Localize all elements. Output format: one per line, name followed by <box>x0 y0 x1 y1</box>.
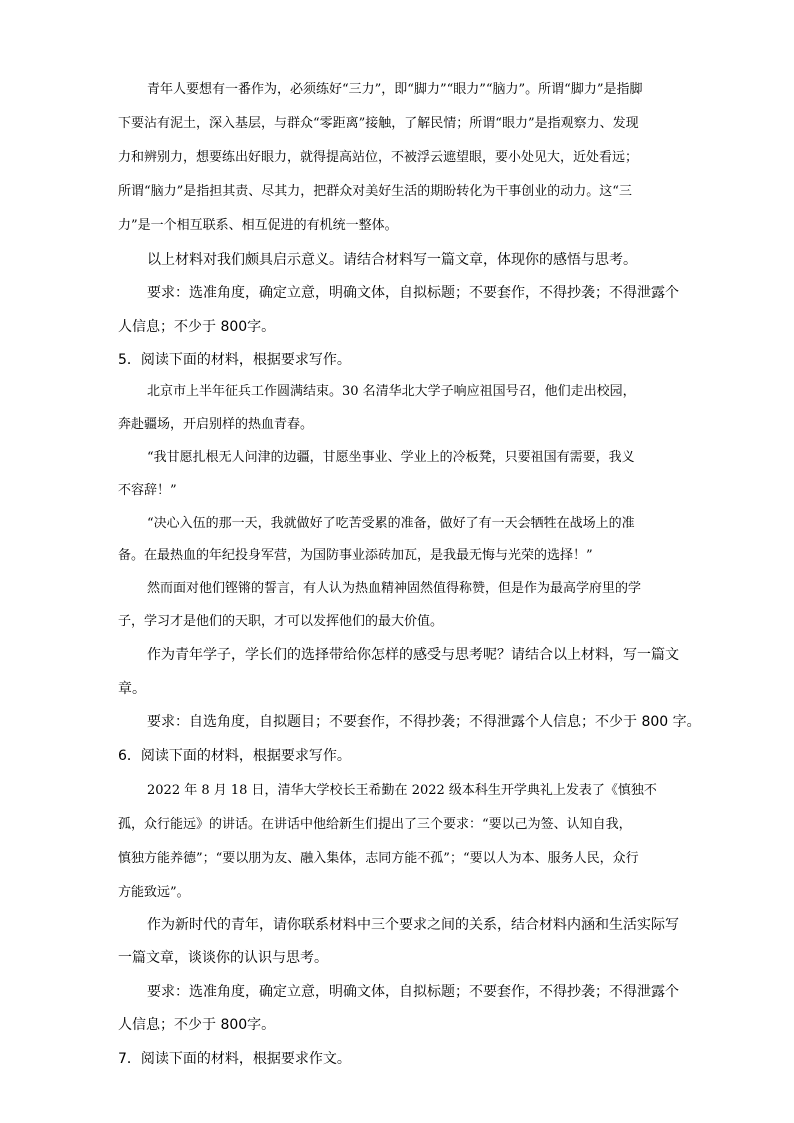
question-6-heading: 6．阅读下面的材料，根据要求写作。 <box>118 748 351 764</box>
requirement-4-line-2: 人信息；不少于 800字。 <box>118 319 276 335</box>
material-4-line-3: 力和辨别力，想要练出好眼力，就得提高站位，不被浮云遮望眼，要小处见大，近处看远； <box>118 150 639 165</box>
requirement-5: 要求：自选角度，自拟题目；不要套作，不得抄袭；不得泄露个人信息；不少于 800 字。 <box>147 714 701 730</box>
prompt-5-line-1: 作为青年学子，学长们的选择带给你怎样的感受与思考呢？请结合以上材料，写一篇文 <box>147 647 679 663</box>
material-5-line-4: 不容辞！” <box>118 483 177 498</box>
material-4-line-2: 下要沾有泥土，深入基层，与群众“零距离”接触，了解民情；所谓“眼力”是指观察力、发现 <box>118 116 639 131</box>
material-5-line-8: 子，学习才是他们的天职，才可以发挥他们的最大价值。 <box>118 614 444 629</box>
material-5-line-6: 备。在最热血的年纪投身军营，为国防事业添砖加瓦，是我最无悔与光荣的选择！” <box>118 548 593 563</box>
material-4-line-4: 所谓“脑力”是指担其责、尽其力，把群众对美好生活的期盼转化为干事创业的动力。这“三 <box>118 184 632 199</box>
prompt-6-line-1: 作为新时代的青年，请你联系材料中三个要求之间的关系，结合材料内涵和生活实际写 <box>147 917 679 933</box>
material-5-line-2: 奔赴疆场，开启别样的热血青春。 <box>118 417 314 432</box>
material-6-line-3: 慎独方能养德”；“要以朋为友、融入集体，志同方能不孤”；“要以人为本、服务人民，众行 <box>118 851 639 866</box>
material-6-line-2: 孤，众行能远》的讲话。在讲话中他给新生们提出了三个要求：“要以己为签、认知自我， <box>118 817 632 832</box>
material-5-line-7: 然而面对他们铿锵的誓言，有人认为热血精神固然值得称赞，但是作为最高学府里的学 <box>147 581 642 596</box>
question-5-heading: 5．阅读下面的材料，根据要求写作。 <box>118 352 351 368</box>
question-7-heading: 7．阅读下面的材料，根据要求作文。 <box>118 1051 351 1067</box>
material-4-line-1: 青年人要想有一番作为，必须练好“三力”，即“脚力”“眼力”“脑力”。所谓“脚力”是指脚 <box>147 82 643 97</box>
requirement-6-line-1: 要求：选准角度，确定立意，明确文体，自拟标题；不要套作，不得抄袭；不得泄露个 <box>147 984 679 1000</box>
material-4-line-5: 力”是一个相互联系、相互促进的有机统一整体。 <box>118 218 398 233</box>
prompt-5-line-2: 章。 <box>118 681 146 697</box>
requirement-6-line-2: 人信息；不少于 800字。 <box>118 1017 276 1033</box>
material-6-line-1: 2022 年 8 月 18 日，清华大学校长王希勤在 2022 级本科生开学典礼上发表了《慎独不 <box>147 783 657 798</box>
material-5-line-1: 北京市上半年征兵工作圆满结束。30 名清华北大学子响应祖国号召，他们走出校园， <box>147 384 636 399</box>
material-5-line-5: “决心入伍的那一天，我就做好了吃苦受累的准备，做好了有一天会牺牲在战场上的准 <box>147 516 635 531</box>
prompt-4: 以上材料对我们颇具启示意义。请结合材料写一篇文章，体现你的感悟与思考。 <box>147 252 637 268</box>
prompt-6-line-2: 一篇文章，谈谈你的认识与思考。 <box>118 950 328 966</box>
requirement-4-line-1: 要求：选准角度，确定立意，明确文体，自拟标题；不要套作，不得抄袭；不得泄露个 <box>147 285 679 301</box>
material-6-line-4: 方能致远”。 <box>118 885 190 900</box>
material-5-line-3: “我甘愿扎根无人问津的边疆，甘愿坐事业、学业上的冷板凳，只要祖国有需要，我义 <box>147 450 635 465</box>
